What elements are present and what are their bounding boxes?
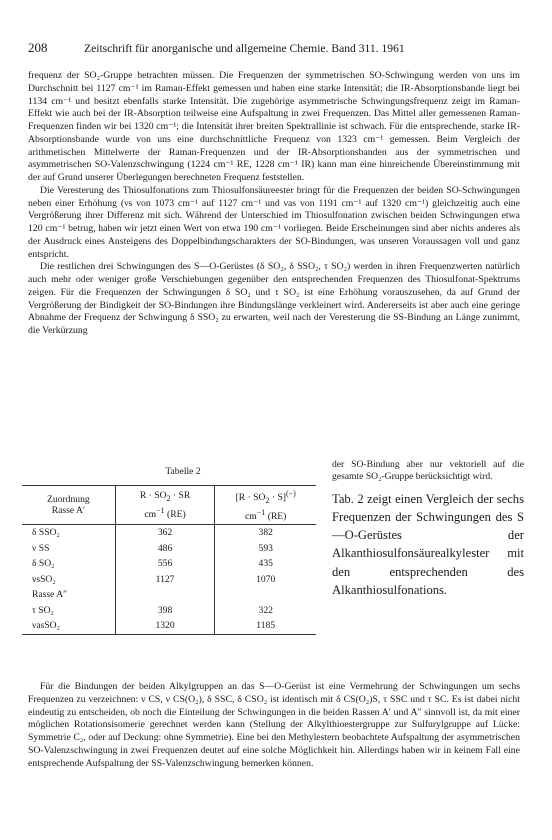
table-cell-value: 593 xyxy=(215,541,316,557)
journal-title: Zeitschrift für anorganische und allgemeine Chemie. Band 311. 1961 xyxy=(84,42,405,55)
table-row xyxy=(22,541,316,557)
header-ester: $R \cdot SO_2$ · SR $cm^{-1}$ (RE) xyxy=(115,486,215,525)
table-row xyxy=(22,572,316,588)
table-cell-value: 1320 xyxy=(115,618,215,634)
frequency-table xyxy=(22,485,316,635)
table-2 xyxy=(22,465,316,635)
table-cell-value: 322 xyxy=(215,603,316,619)
table-row xyxy=(22,556,316,572)
page-number: 208 xyxy=(28,40,48,55)
paragraph-3: Die restlichen drei Schwingungen des S—O-Gerüstes (δ SO₂, δ SSO₂, τ SO₂) werden in ihren Frequenzwerten natürlich auch mehr oder weniger große Verschiebungen gegenüber den entsprechenden Frequenzen des Thiosulfonat-Spektrums zeigen. Für die Frequenzen der Schwingungen δ SO₂ und τ SO₂ ist eine Erhöhung vorauszusehen, da auf Grund der Vergrößerung der Bindigkeit der SO-Bindungen ihre Bindungslänge verkleinert wird. Andererseits ist aber auch eine geringe Abnahme der Frequenz der Schwingung δ SSO₂ zu erwarten, weil nach der Veresterung die SS-Bindung an Länge zunimmt, die Verkürzung xyxy=(28,261,520,336)
table-cell-label: τ SO₂ xyxy=(32,604,54,616)
table-cell-label: Rasse A″ xyxy=(32,589,68,601)
side-text-large: Tab. 2 zeigt einen Vergleich der sechs Frequenzen der Schwingungen des S—O-Gerüstes der Alkanthiosulfonsäurealkylester mit den entsprechenden des Alkanthiosulfonations. xyxy=(332,491,524,597)
table-cell-label: δ SO₂ xyxy=(32,558,55,570)
body-text-bottom xyxy=(28,681,520,770)
table-cell-label: νsSO₂ xyxy=(32,573,56,585)
table-cell-value xyxy=(215,587,316,603)
table-cell-value: 382 xyxy=(215,525,316,541)
paragraph-2: Die Veresterung des Thiosulfonations zum Thiosulfonsäureester bringt für die Frequenzen der beiden SO-Schwingungen neben einer Erhöhung (νs von 1073 cm⁻¹ auf 1127 cm⁻¹ und νas von 1191 cm⁻¹ auf 1320 cm⁻¹) gleichzeitig auch eine Vergrößerung ihrer Differenz mit sich. Während der Unterschied im Thiosulfonation zwischen beiden Schwingungen etwa 120 cm⁻¹ betrug, haben wir jetzt einen Wert von etwa 190 cm⁻¹ vorliegen. Beide Erscheinungen sind aber nichts anderes als der Ausdruck eines Ansteigens des Doppelbindungscharakters der SO-Bindungen, was unseren Voraussagen voll und ganz entspricht. xyxy=(28,184,520,260)
paragraph-1: frequenz der SO₂-Gruppe betrachten müssen. Die Frequenzen der symmetrischen SO-Schwingung werden von uns im Durchschnitt bei 1127 cm⁻¹ im Raman-Effekt gemessen und haben eine starke Intensität; die IR-Absorptionsbande liegt bei 1134 cm⁻¹ und besitzt ebenfalls starke Intensität. Die zugehörige asymmetrische Schwingungsfrequenz zeigt im Raman-Effekt wie auch bei der IR-Absorption teilweise eine Aufspaltung in zwei Frequenzen. Das Mittel aller gemessenen Raman-Frequenzen finden wir bei 1320 cm⁻¹; die Intensität ihrer breiten Spektrallinie ist schwach. Für die entsprechende, starke IR-Absorptionsbande wurde von uns eine durchschnittliche Frequenz von 1323 cm⁻¹ gemessen. Beim Vergleich der arithmetischen Mittelwerte der Raman-Frequenzen und der IR-Absorptionsbanden aus der symmetrischen und asymmetrischen SO-Valenzschwingung (1224 cm⁻¹ RE, 1228 cm⁻¹ IR) kann man eine hinreichende Übereinstimmung mit der auf Grund unserer Überlegungen berechneten Frequenz feststellen. xyxy=(28,70,520,183)
table-cell-value: 1185 xyxy=(215,618,316,634)
table-title: Tabelle 2 xyxy=(165,466,201,477)
table-cell-value: 486 xyxy=(115,541,215,557)
table-row xyxy=(22,603,316,619)
header-zuordnung: Zuordnung Rasse A′ xyxy=(22,486,115,525)
header-anion: $[R \cdot SO_2 \cdot S]^{(-)}$ $cm^{-1}$ (RE) xyxy=(215,486,316,525)
table-cell-value: 362 xyxy=(115,525,215,541)
table-row xyxy=(22,525,316,541)
body-text-top xyxy=(28,70,520,338)
table-body xyxy=(22,525,316,635)
table-cell-value: 1127 xyxy=(115,572,215,588)
table-cell-label: ν SS xyxy=(32,542,50,554)
table-cell-label: νasSO₂ xyxy=(22,618,115,634)
table-cell-label: δ SSO₂ xyxy=(32,527,60,539)
running-header xyxy=(28,40,528,56)
paragraph-4: Für die Bindungen der beiden Alkylgruppen an das S—O-Gerüst ist eine Vermehrung der Schwingungen um sechs Frequenzen zu verzeichnen: ν CS, ν CS(O₂), δ SSC, δ CSO₂ ist identisch mit δ CS(O₂)S, τ SSC und τ SC. Es ist dabei nicht eindeutig zu entscheiden, ob noch die Einteilung der Schwingungen in die beiden Rassen A′ und A″ sinnvoll ist, da mit einer möglichen Rotationsisomerie gerechnet werden kann (Stellung der Alkylthioestergruppe zur Sulfurylgruppe auf Lücke: Symmetrie C₂, oder auf Deckung: ohne Symmetrie). Eine bei den Methylestern beobachtete Aufspaltung der asymmetrischen SO-Valenzschwingung in zwei Frequenzen deutet auf eine solche Möglichkeit hin. Allerdings haben wir in keinem Fall eine entsprechende Aufspaltung der SS-Valenzschwingung bemerken können. xyxy=(28,681,520,769)
table-cell-value: 556 xyxy=(115,556,215,572)
side-text-small: der SO-Bindung aber nur vektoriell auf die gesamte SO₂-Gruppe berücksichtigt wird. xyxy=(332,459,524,483)
table-row xyxy=(22,618,316,634)
table-cell-value: 1070 xyxy=(215,572,316,588)
side-text xyxy=(332,459,524,599)
table-cell-value: 398 xyxy=(115,603,215,619)
table-row xyxy=(22,587,316,603)
table-cell-value: 435 xyxy=(215,556,316,572)
table-cell-value xyxy=(115,587,215,603)
table-header-row xyxy=(22,486,316,525)
